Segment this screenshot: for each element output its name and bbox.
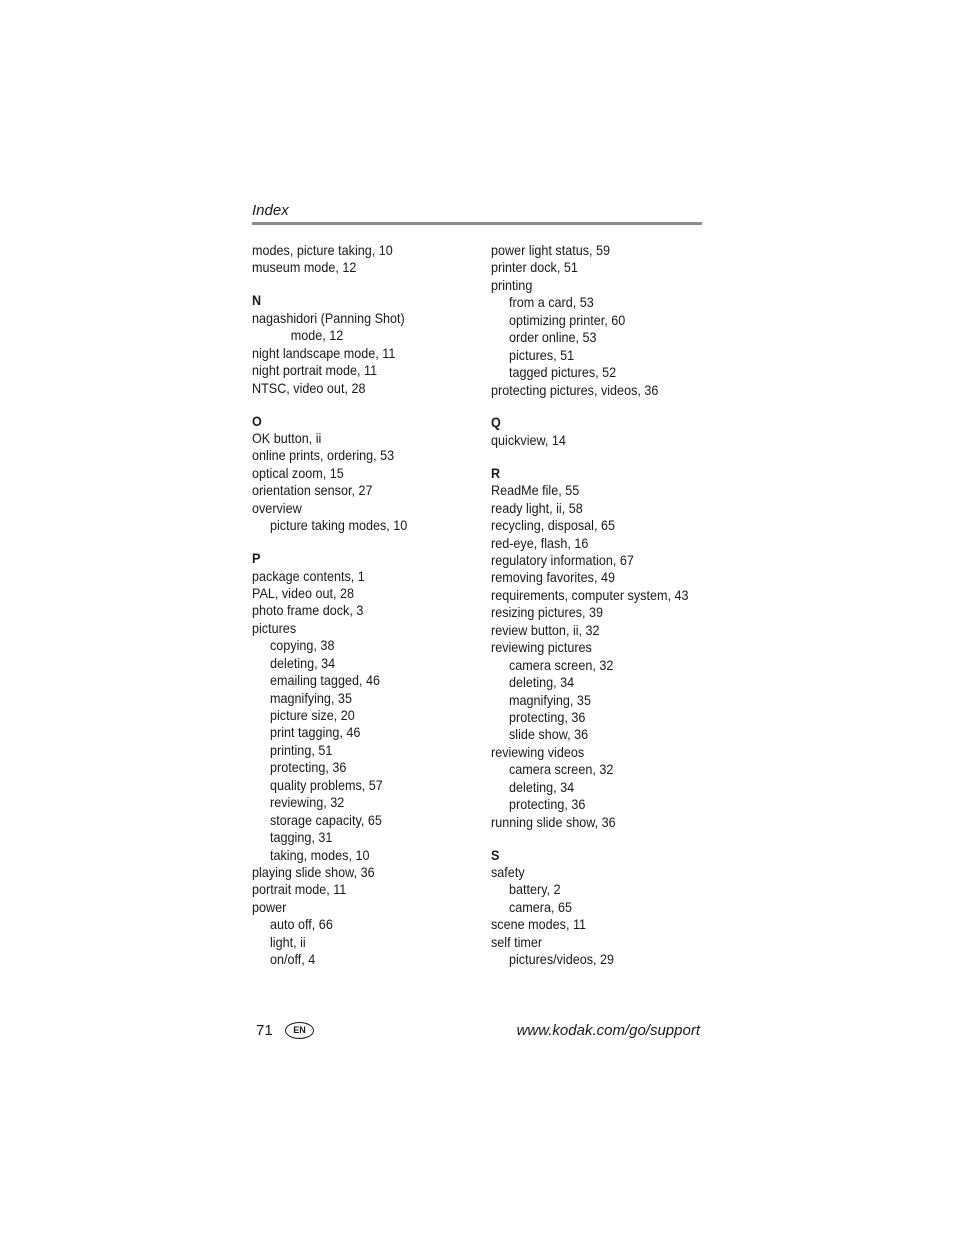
index-entry: pictures (252, 619, 297, 636)
index-subentry: pictures/videos, 29 (509, 951, 615, 968)
index-entry: scene modes, 11 (491, 916, 587, 933)
index-subentry: mode, 12 (290, 327, 344, 344)
index-subentry: print tagging, 46 (270, 724, 361, 741)
index-subentry: protecting, 36 (509, 708, 586, 725)
index-entry: power light status, 59 (491, 242, 611, 258)
index-entry: ReadMe file, 55 (491, 482, 580, 499)
section-letter: S (491, 846, 500, 863)
index-entry: modes, picture taking, 10 (252, 242, 393, 258)
index-subentry: from a card, 53 (509, 294, 594, 311)
index-entry: PAL, video out, 28 (252, 584, 355, 601)
index-subentry: magnifying, 35 (270, 689, 352, 706)
index-entry: removing favorites, 49 (491, 569, 615, 586)
index-subentry: optimizing printer, 60 (509, 311, 626, 328)
index-subentry: picture taking modes, 10 (270, 517, 408, 534)
index-subentry: on/off, 4 (270, 951, 316, 968)
header-rule (252, 222, 702, 225)
index-subentry: magnifying, 35 (509, 691, 591, 708)
index-subentry: pictures, 51 (509, 346, 575, 363)
index-subentry: protecting, 36 (270, 759, 347, 776)
section-letter: P (252, 550, 261, 567)
index-subentry: printing, 51 (270, 741, 333, 758)
index-entry: self timer (491, 933, 543, 950)
index-subentry: storage capacity, 65 (270, 811, 382, 828)
index-subentry: picture size, 20 (270, 707, 355, 723)
index-entry: requirements, computer system, 43 (491, 586, 689, 603)
index-entry: safety (491, 863, 525, 880)
index-entry: printer dock, 51 (491, 259, 578, 276)
index-entry: power (252, 898, 287, 915)
section-letter: O (252, 412, 262, 429)
section-letter: Q (491, 414, 501, 431)
page-number: 71 (256, 1022, 273, 1039)
index-entry: package contents, 1 (252, 567, 365, 584)
index-subentry: auto off, 66 (270, 916, 333, 933)
index-entry: NTSC, video out, 28 (252, 379, 366, 396)
index-subentry: tagging, 31 (270, 829, 333, 846)
index-subentry: camera screen, 32 (509, 656, 614, 673)
index-entry: recycling, disposal, 65 (491, 517, 615, 534)
section-letter: N (252, 292, 262, 309)
index-subentry: slide show, 36 (509, 726, 589, 743)
index-entry: optical zoom, 15 (252, 464, 344, 481)
index-entry: printing (491, 276, 533, 293)
index-entry: red-eye, flash, 16 (491, 534, 589, 551)
index-entry: quickview, 14 (491, 431, 566, 448)
index-subentry: camera screen, 32 (509, 761, 614, 778)
index-entry: overview (252, 499, 302, 516)
index-entry: orientation sensor, 27 (252, 482, 373, 499)
index-entry: reviewing videos (491, 743, 585, 760)
index-entry: portrait mode, 11 (252, 881, 347, 898)
index-subentry: quality problems, 57 (270, 776, 383, 793)
index-entry: photo frame dock, 3 (252, 602, 364, 619)
index-subentry: deleting, 34 (270, 654, 336, 671)
index-subentry: deleting, 34 (509, 674, 575, 691)
index-entry: nagashidori (Panning Shot) (252, 309, 405, 326)
index-column-right (491, 242, 698, 969)
index-subentry: order online, 53 (509, 329, 597, 346)
index-subentry: tagged pictures, 52 (509, 364, 617, 381)
index-entry: online prints, ordering, 53 (252, 447, 395, 464)
index-entry: night landscape mode, 11 (252, 344, 396, 361)
index-subentry: deleting, 34 (509, 778, 575, 795)
index-subentry: reviewing, 32 (270, 794, 345, 811)
index-subentry: protecting, 36 (509, 796, 586, 813)
index-entry: protecting pictures, videos, 36 (491, 381, 659, 398)
support-url: www.kodak.com/go/support (516, 1022, 700, 1039)
index-entry: regulatory information, 67 (491, 552, 634, 568)
index-entry: resizing pictures, 39 (491, 604, 604, 621)
index-entry: reviewing pictures (491, 639, 592, 656)
index-subentry: emailing tagged, 46 (270, 672, 380, 689)
section-letter: R (491, 464, 501, 481)
running-header-title: Index (252, 202, 289, 219)
index-subentry: taking, modes, 10 (270, 846, 370, 863)
index-entry: ready light, ii, 58 (491, 499, 583, 516)
index-column-left (252, 242, 459, 969)
index-entry: museum mode, 12 (252, 259, 357, 276)
index-subentry: camera, 65 (509, 898, 573, 915)
index-subentry: copying, 38 (270, 637, 335, 654)
language-badge: EN (285, 1022, 314, 1039)
index-entry: OK button, ii (252, 429, 322, 446)
index-entry: review button, ii, 32 (491, 621, 600, 638)
index-subentry: light, ii (270, 933, 306, 950)
index-entry: night portrait mode, 11 (252, 362, 378, 379)
index-entry: running slide show, 36 (491, 813, 616, 830)
index-subentry: battery, 2 (509, 881, 561, 898)
index-entry: playing slide show, 36 (252, 863, 375, 880)
